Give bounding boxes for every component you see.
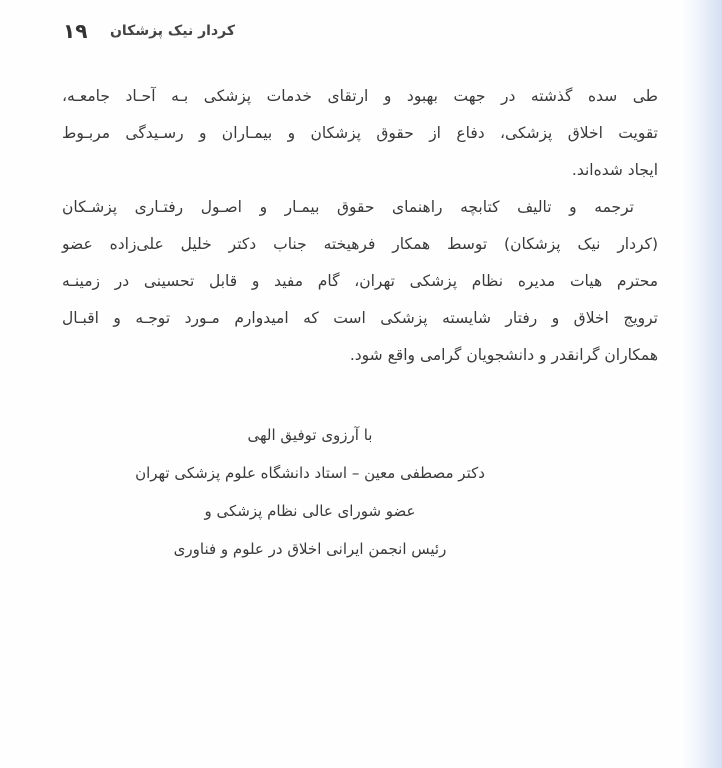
paragraph-1	[62, 78, 658, 189]
running-title: کردار نیک پزشکان	[109, 23, 235, 39]
signature-name-title: دکتر مصطفی معین – استاد دانشگاه علوم پزشکی تهران	[135, 464, 485, 482]
signature-block	[110, 416, 510, 568]
page-number: ۱۹	[63, 19, 88, 43]
text-line: محترم هیات مدیره نظام پزشکی تهران، گام مفید و قابل تحسینی در زمینـه	[62, 272, 658, 290]
page-edge-shadow	[682, 0, 722, 768]
running-header	[55, 18, 235, 44]
body-text	[62, 78, 658, 374]
signature-closing: با آرزوی توفیق الهی	[247, 426, 373, 444]
text-line: همکاران گرانقدر و دانشجویان گرامی واقع شود.	[349, 346, 658, 364]
text-line: ترویج اخلاق و رفتار شایسته پزشکی است که امیدوارم مـورد توجـه و اقبـال	[62, 309, 658, 327]
text-line: طی سده گذشته در جهت بهبود و ارتقای خدمات پزشکی بـه آحـاد جامعـه،	[62, 87, 658, 105]
signature-role-1: عضو شورای عالی نظام پزشکی و	[204, 502, 416, 520]
text-line: تقویت اخلاق پزشکی، دفاع از حقوق پزشکان و بیمـاران و رسـیدگی مربـوط	[62, 124, 658, 142]
text-line: (کردار نیک پزشکان) توسط همکار فرهیخته جناب دکتر خلیل علی‌زاده عضو	[62, 235, 658, 253]
paragraph-2	[62, 189, 658, 374]
text-line: ایجاد شده‌اند.	[571, 161, 658, 179]
signature-role-2: رئیس انجمن ایرانی اخلاق در علوم و فناوری	[173, 540, 447, 558]
text-line: ترجمه و تالیف کتابچه راهنمای حقوق بیمـار و اصـول رفتـاری پزشـکان	[62, 198, 634, 216]
